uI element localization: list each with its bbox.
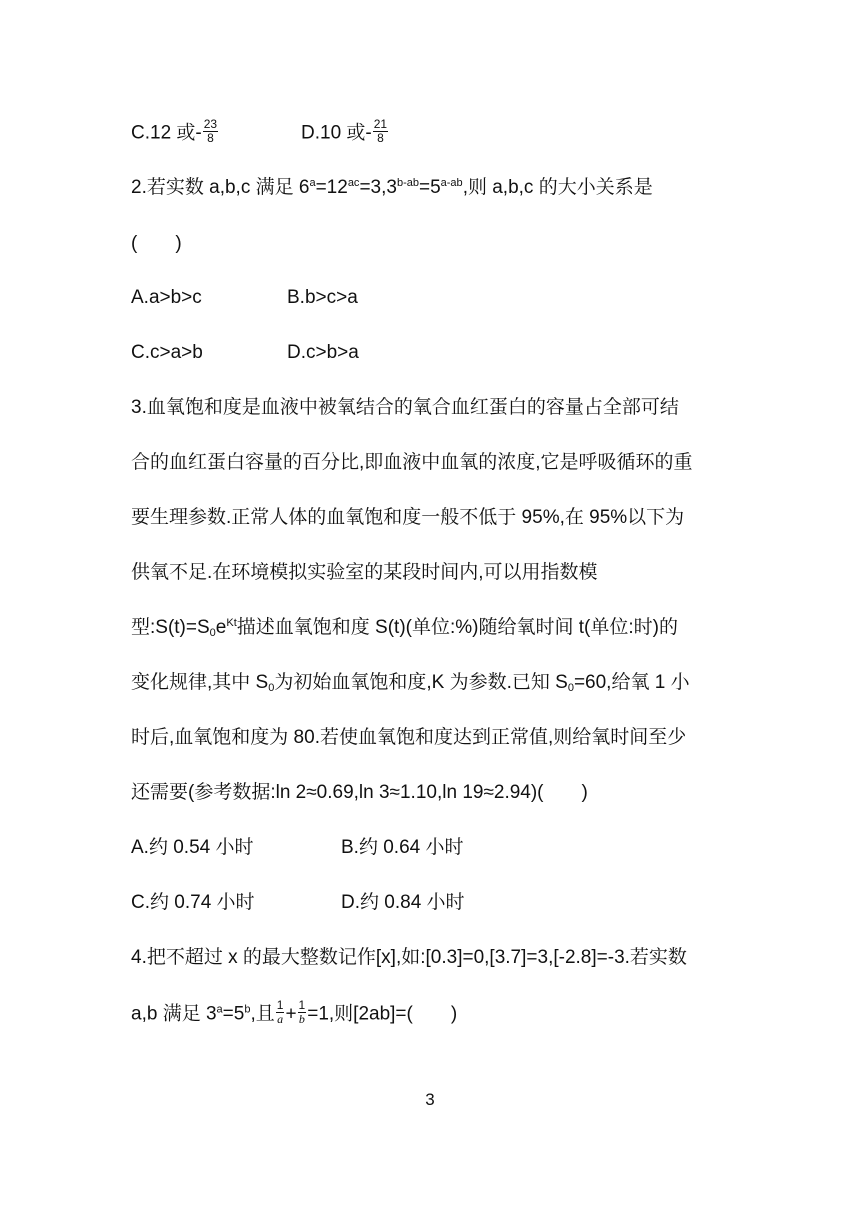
q2-option-c: C.c>a>b [131, 342, 203, 363]
q3-stem-line-3: 要生理参数.正常人体的血氧饱和度一般不低于 95%,在 95%以下为 [131, 507, 685, 528]
fraction: $\frac{1}{b}$ [298, 998, 306, 1026]
q3-stem-line-6: 变化规律,其中 $S_0$为初始血氧饱和度,K 为参数.已知 $S_0=60$,给氧 1 小 [131, 672, 690, 694]
q3-option-c: C.约 0.74 小时 [131, 892, 255, 913]
fraction: $\frac{21}{8}$ [373, 117, 388, 145]
fraction: $\frac{1}{a}$ [276, 998, 284, 1026]
q4-stem-line-2: a,b 满足 $3^a=5^b$,且 $\frac{1}{a}$ + $\frac{1}{b}$ =1,则[2ab]=( ) [131, 998, 458, 1026]
q1-option-c: C.12 或- $\frac{23}{8}$ [131, 117, 218, 145]
fraction: $\frac{23}{8}$ [203, 117, 218, 145]
q2-stem: 2.若实数 a,b,c 满足 $6^a=12^{ac}=3,3^{b-ab}=5^{a-ab}$,则 a,b,c 的大小关系是 [131, 177, 653, 198]
q1-option-d: D.10 或- $\frac{21}{8}$ [301, 117, 388, 145]
q2-option-b: B.b>c>a [287, 287, 358, 308]
q3-option-a: A.约 0.54 小时 [131, 837, 254, 858]
q3-stem-line-2: 合的血红蛋白容量的百分比,即血液中血氧的浓度,它是呼吸循环的重 [131, 452, 693, 473]
q3-stem-line-1: 3.血氧饱和度是血液中被氧结合的氧合血红蛋白的容量占全部可结 [131, 397, 679, 418]
q3-stem-line-5: 型$:S(t)=S_0e^{Kt}$描述血氧饱和度 S(t)(单位:%)随给氧时间 t(单位:时)的 [131, 617, 678, 639]
q3-option-d: D.约 0.84 小时 [341, 892, 465, 913]
q3-stem-line-4: 供氧不足.在环境模拟实验室的某段时间内,可以用指数模 [131, 562, 598, 583]
page-number: 3 [425, 1090, 435, 1109]
q3-stem-line-8: 还需要(参考数据:ln 2≈0.69,ln 3≈1.10,ln 19≈2.94)( ) [131, 782, 588, 803]
q3-option-b: B.约 0.64 小时 [341, 837, 464, 858]
q2-option-a: A.a>b>c [131, 287, 202, 308]
q3-stem-line-7: 时后,血氧饱和度为 80.若使血氧饱和度达到正常值,则给氧时间至少 [131, 727, 687, 748]
q4-stem-line-1: 4.把不超过 x 的最大整数记作[x],如:[0.3]=0,[3.7]=3,[-2.8]=-3.若实数 [131, 947, 687, 968]
q2-option-d: D.c>b>a [287, 342, 359, 363]
q2-answer-paren: ( ) [131, 233, 182, 254]
